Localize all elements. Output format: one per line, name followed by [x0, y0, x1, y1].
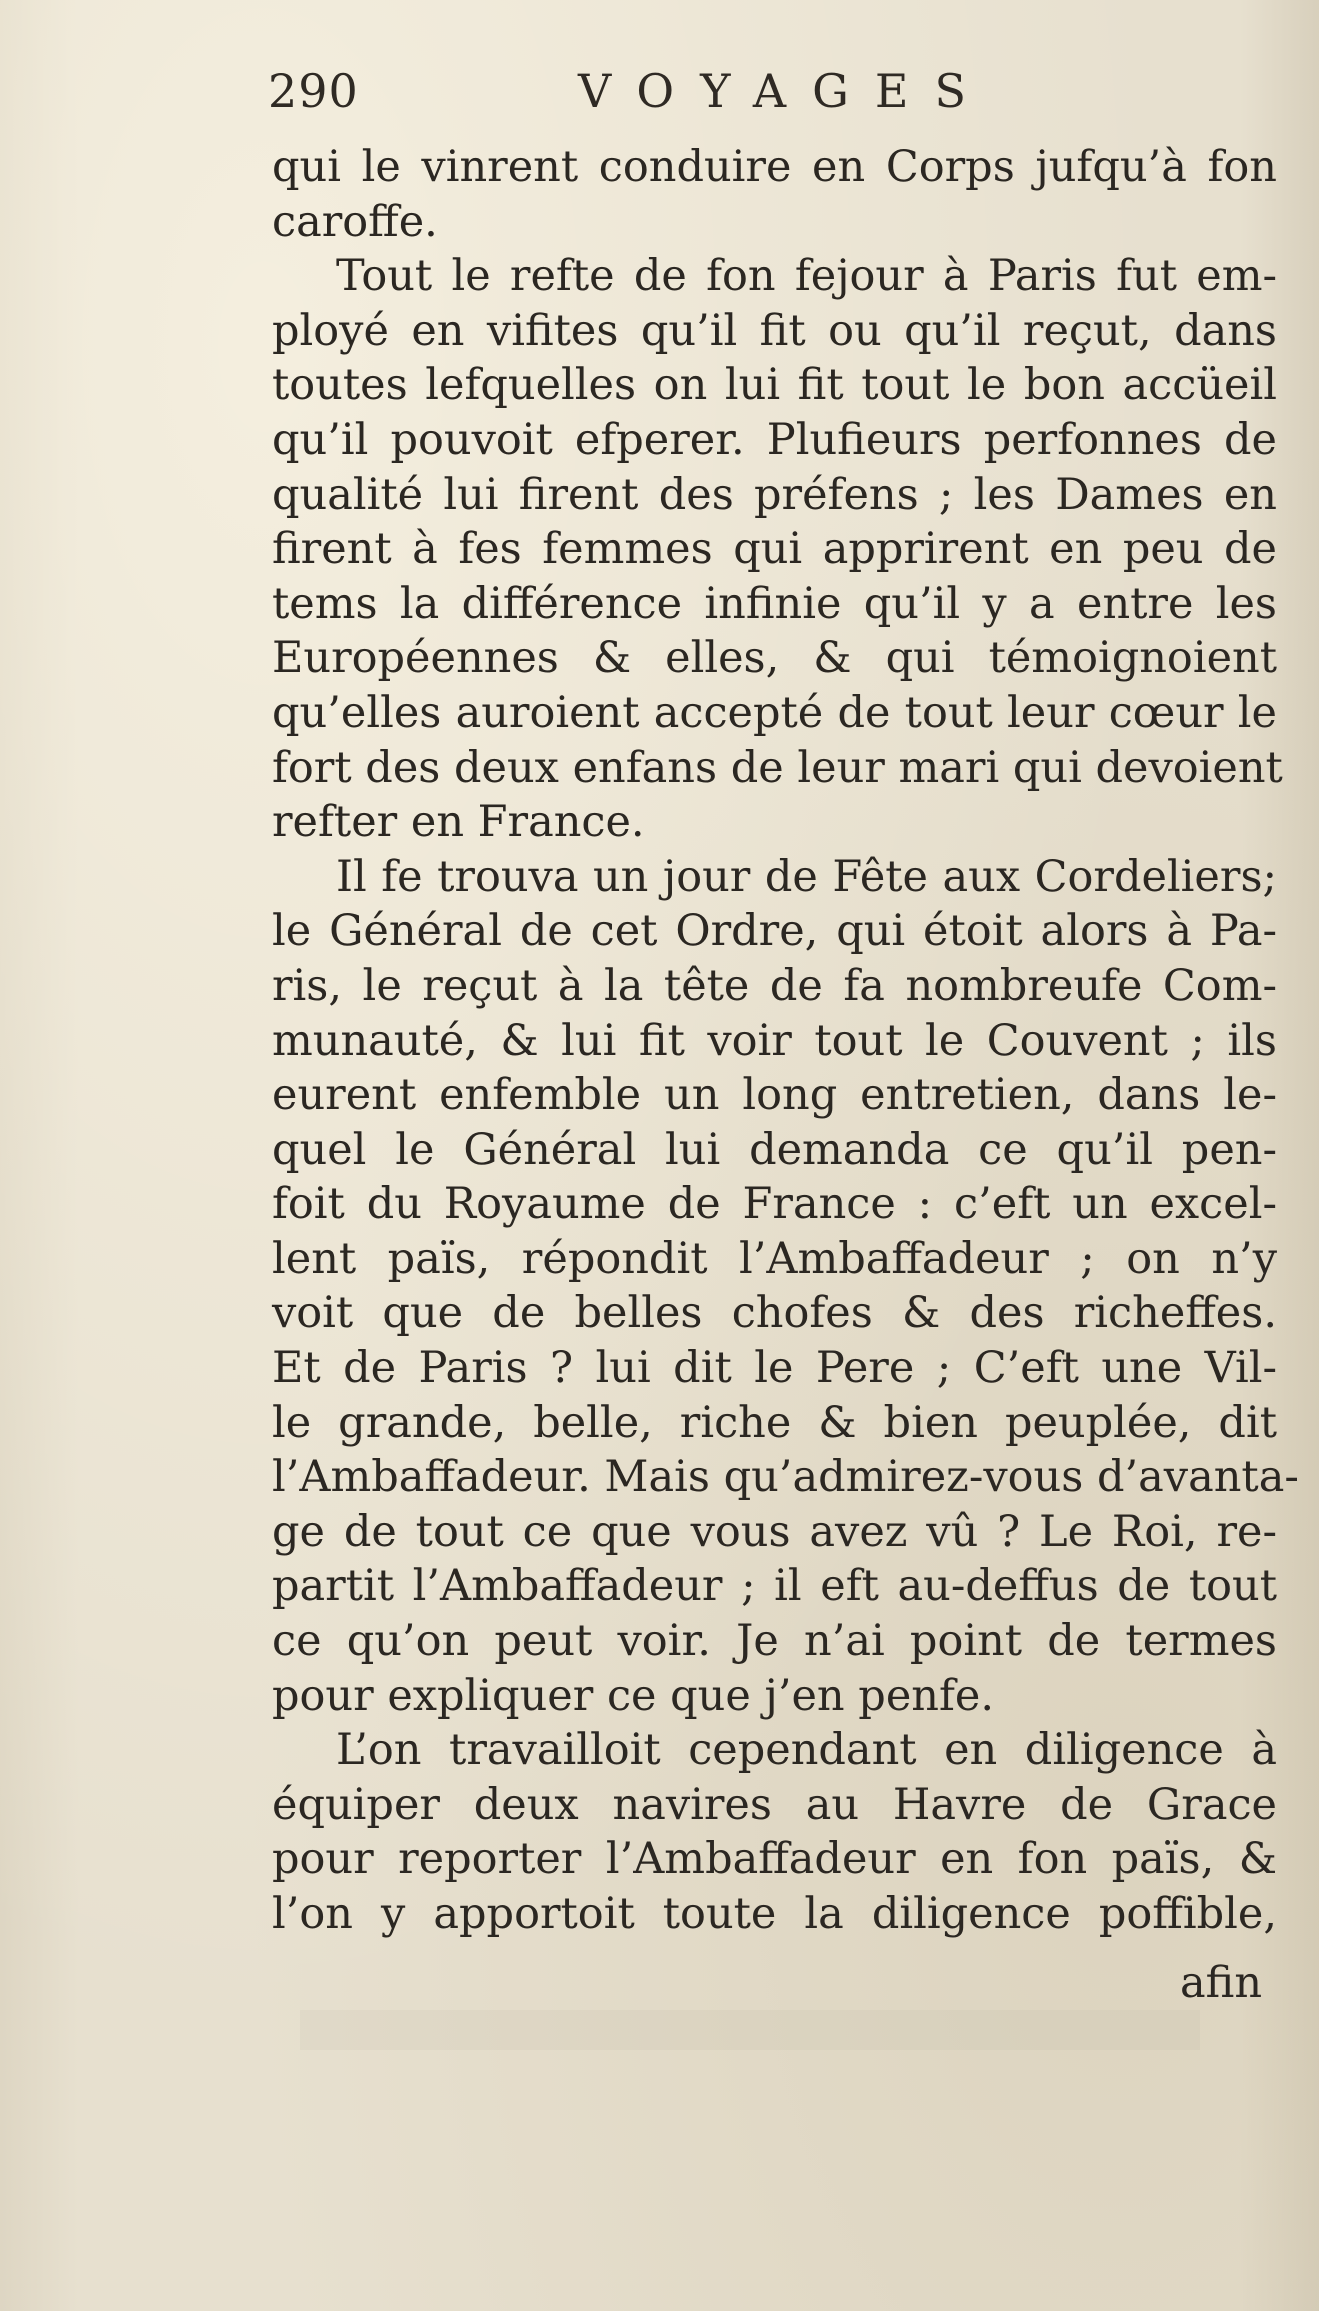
body-text: [272, 140, 1299, 1942]
text-line: ge de tout ce que vous avez vû ? Le Roi, re-: [272, 1506, 1277, 1557]
text-line: lent païs, répondit l’Ambaffadeur ; on n’y: [272, 1233, 1277, 1284]
text-line: quel le Général lui demanda ce qu’il pen-: [272, 1124, 1277, 1175]
text-line: Européennes & elles, & qui témoignoient: [272, 633, 1277, 684]
text-line: tems la différence infinie qu’il y a entre les: [272, 578, 1277, 629]
text-line: toutes lefquelles on lui fit tout le bon accüeil: [272, 360, 1277, 411]
running-title: VOYAGES: [578, 64, 992, 118]
text-line: équiper deux navires au Havre de Grace: [272, 1779, 1277, 1830]
page-number: 290: [268, 64, 359, 118]
paper-show-through: [300, 2010, 1200, 2050]
catchword: afin: [1180, 1958, 1263, 2008]
text-line: caroffe.: [272, 196, 438, 247]
text-line: pour expliquer ce que j’en penfe.: [272, 1670, 994, 1721]
text-line: ployé en vifites qu’il fit ou qu’il reçut, dans: [272, 305, 1277, 356]
text-line: foit du Royaume de France : c’eft un excel-: [272, 1179, 1277, 1230]
text-line: qualité lui firent des préfens ; les Dames en: [272, 469, 1277, 520]
text-line: L’on travailloit cependant en diligence à: [336, 1725, 1277, 1776]
text-line: partit l’Ambaffadeur ; il eft au-deffus de tout: [272, 1561, 1277, 1612]
text-line: firent à fes femmes qui apprirent en peu de: [272, 524, 1277, 575]
text-line: munauté, & lui fit voir tout le Couvent ; ils: [272, 1015, 1277, 1066]
text-line: le Général de cet Ordre, qui étoit alors à Pa-: [272, 906, 1277, 957]
text-line: pour reporter l’Ambaffadeur en fon païs, &: [272, 1834, 1277, 1885]
text-line: l’on y apportoit toute la diligence poffible,: [272, 1889, 1277, 1939]
text-line: ris, le reçut à la tête de fa nombreufe Com-: [272, 960, 1277, 1011]
text-line: refter en France.: [272, 797, 645, 848]
text-line: l’Ambaffadeur. Mais qu’admirez-vous d’avanta-: [272, 1452, 1299, 1503]
text-line: le grande, belle, riche & bien peuplée, dit: [272, 1397, 1277, 1448]
text-line: Et de Paris ? lui dit le Pere ; C’eft une Vil-: [272, 1343, 1277, 1394]
text-line: qu’il pouvoit efperer. Plufieurs perfonnes de: [272, 414, 1277, 465]
text-line: Tout le refte de fon fejour à Paris fut em-: [336, 251, 1277, 302]
page-header: [268, 64, 1278, 134]
text-line: eurent enfemble un long entretien, dans le-: [272, 1070, 1277, 1121]
text-line: qu’elles auroient accepté de tout leur cœur le: [272, 687, 1277, 738]
text-line: fort des deux enfans de leur mari qui devoient: [272, 742, 1283, 793]
text-line: voit que de belles chofes & des richeffes.: [272, 1288, 1277, 1339]
text-line: qui le vinrent conduire en Corps jufqu’à fon: [272, 142, 1277, 192]
text-line: Il fe trouva un jour de Fête aux Cordeliers;: [336, 851, 1277, 902]
text-line: ce qu’on peut voir. Je n’ai point de termes: [272, 1616, 1277, 1667]
